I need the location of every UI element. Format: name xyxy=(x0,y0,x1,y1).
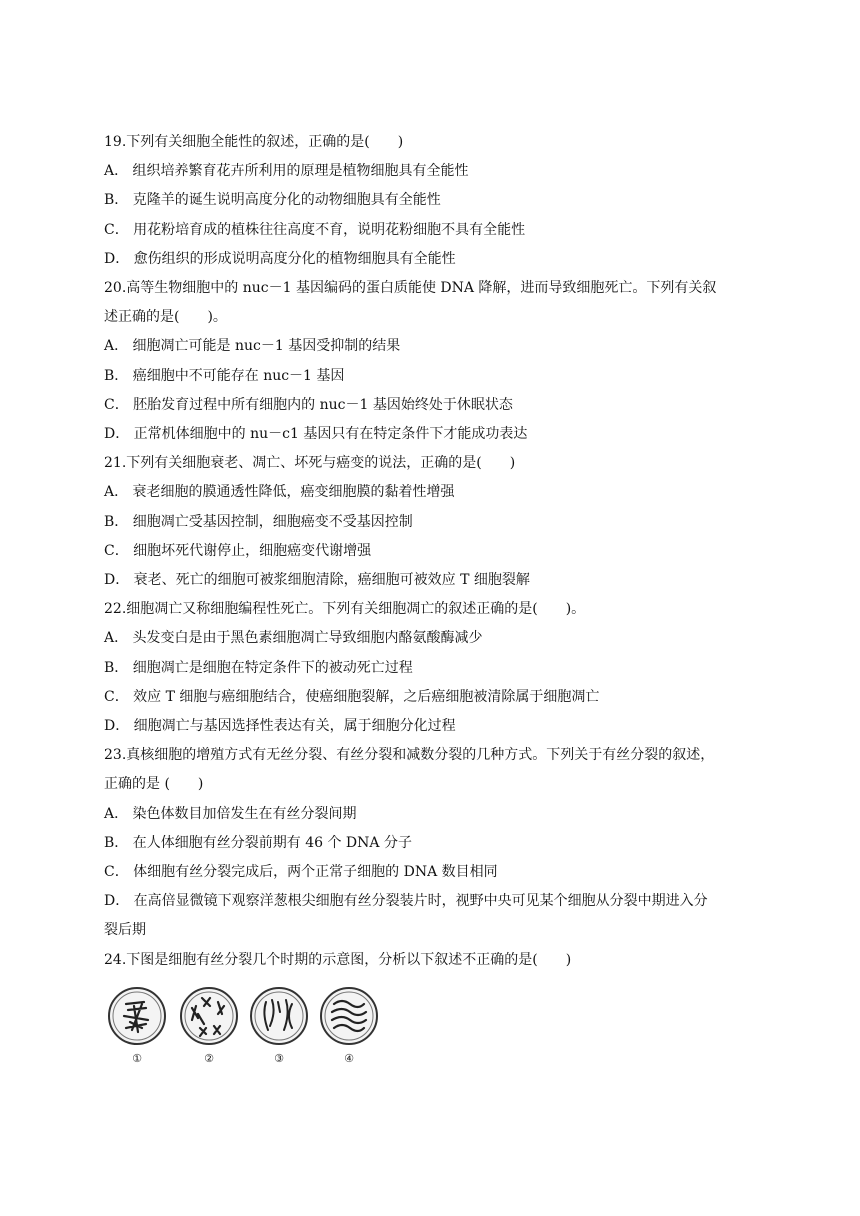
cell-diagram-1 xyxy=(104,984,170,1074)
question-20-option-c: C． 胚胎发育过程中所有细胞内的 nuc－1 基因始终处于休眠状态 xyxy=(104,396,513,413)
cell-diagram-3 xyxy=(246,984,312,1074)
cell-2-image xyxy=(176,984,242,1050)
question-23-option-d-line-2: 裂后期 xyxy=(104,922,146,939)
question-23-option-a: A． 染色体数目加倍发生在有丝分裂间期 xyxy=(104,805,357,822)
question-19-option-d: D． 愈伤组织的形成说明高度分化的植物细胞具有全能性 xyxy=(104,250,456,267)
question-23-option-b: B． 在人体细胞有丝分裂前期有 46 个 DNA 分子 xyxy=(104,834,412,851)
question-21-option-c: C． 细胞坏死代谢停止，细胞癌变代谢增强 xyxy=(104,542,372,559)
cell-1-image xyxy=(104,984,170,1050)
question-21-option-a: A． 衰老细胞的膜通透性降低，癌变细胞膜的黏着性增强 xyxy=(104,484,455,501)
question-20-option-a: A． 细胞凋亡可能是 nuc－1 基因受抑制的结果 xyxy=(104,338,401,355)
question-24-stem: 24.下图是细胞有丝分裂几个时期的示意图，分析以下叙述不正确的是( ) xyxy=(104,951,572,968)
mitosis-figure xyxy=(104,984,394,1074)
question-19-stem: 19.下列有关细胞全能性的叙述，正确的是( ) xyxy=(104,134,404,150)
cell-2-label: ② xyxy=(204,1052,214,1065)
question-20-option-b: B． 癌细胞中不可能存在 nuc－1 基因 xyxy=(104,367,345,384)
question-19-option-a: A． 组织培养繁育花卉所利用的原理是植物细胞具有全能性 xyxy=(104,163,469,180)
question-20-option-d: D． 正常机体细胞中的 nu－c1 基因只有在特定条件下才能成功表达 xyxy=(104,426,528,443)
cell-4-image xyxy=(316,984,382,1050)
cell-1-label: ① xyxy=(132,1052,142,1065)
question-23-stem-line-2: 正确的是 ( ) xyxy=(104,776,204,793)
question-20-stem-line-2: 述正确的是( )。 xyxy=(104,309,227,326)
question-21-stem: 21.下列有关细胞衰老、凋亡、坏死与癌变的说法，正确的是( ) xyxy=(104,455,516,472)
question-23-option-c: C． 体细胞有丝分裂完成后，两个正常子细胞的 DNA 数目相同 xyxy=(104,864,498,881)
question-22-stem: 22.细胞凋亡又称细胞编程性死亡。下列有关细胞凋亡的叙述正确的是( )。 xyxy=(104,601,586,618)
question-22-option-c: C． 效应 T 细胞与癌细胞结合，使癌细胞裂解，之后癌细胞被清除属于细胞凋亡 xyxy=(104,688,600,705)
cell-3-image xyxy=(246,984,312,1050)
question-19-option-c: C． 用花粉培育成的植株往往高度不育，说明花粉细胞不具有全能性 xyxy=(104,221,526,238)
cell-4-label: ④ xyxy=(344,1052,354,1065)
question-22-option-b: B． 细胞凋亡是细胞在特定条件下的被动死亡过程 xyxy=(104,659,413,676)
question-19-option-b: B． 克隆羊的诞生说明高度分化的动物细胞具有全能性 xyxy=(104,192,441,209)
question-22-option-d: D． 细胞凋亡与基因选择性表达有关，属于细胞分化过程 xyxy=(104,718,456,735)
cell-diagram-2 xyxy=(176,984,242,1074)
cell-3-label: ③ xyxy=(274,1052,284,1065)
question-21-option-d: D． 衰老、死亡的细胞可被浆细胞清除，癌细胞可被效应 T 细胞裂解 xyxy=(104,572,530,589)
question-22-option-a: A． 头发变白是由于黑色素细胞凋亡导致细胞内酪氨酸酶减少 xyxy=(104,630,483,647)
question-23-option-d-line-1: D． 在高倍显微镜下观察洋葱根尖细胞有丝分裂装片时，视野中央可见某个细胞从分裂中期进入分 xyxy=(104,893,708,910)
cell-diagram-4 xyxy=(316,984,382,1074)
question-20-stem-line-1: 20.高等生物细胞中的 nuc－1 基因编码的蛋白质能使 DNA 降解，进而导致细胞死亡。下列有关叙 xyxy=(104,280,717,297)
question-23-stem-line-1: 23.真核细胞的增殖方式有无丝分裂、有丝分裂和减数分裂的几种方式。下列关于有丝分裂的叙述， xyxy=(104,747,715,764)
question-21-option-b: B． 细胞凋亡受基因控制，细胞癌变不受基因控制 xyxy=(104,513,413,530)
question-list xyxy=(104,128,764,975)
